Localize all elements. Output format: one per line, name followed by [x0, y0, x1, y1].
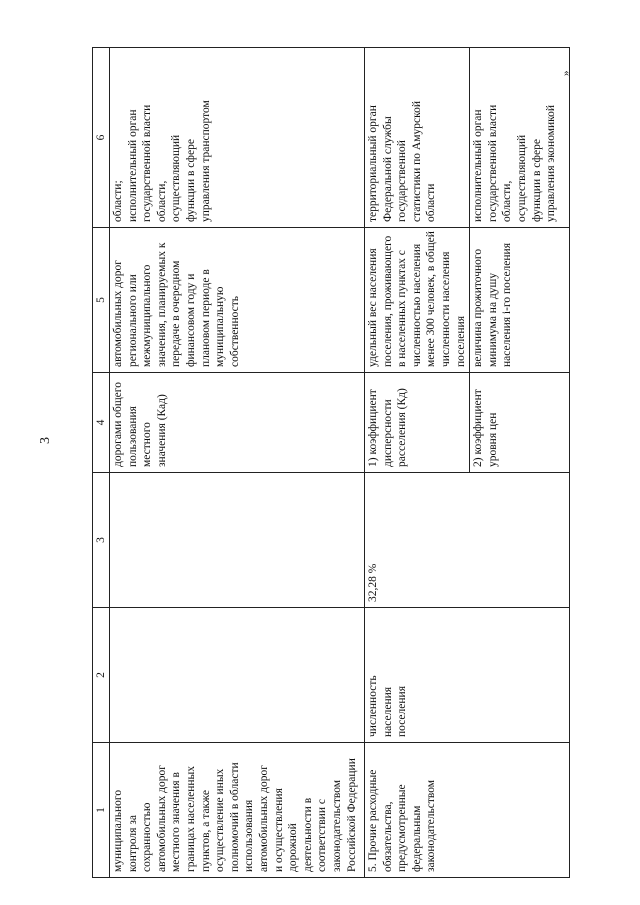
table-row — [110, 48, 365, 878]
row2-share: 32,28 % — [365, 473, 570, 608]
row3-coefficient-price-level: 2) коэффициент уровня цен — [470, 373, 570, 473]
row2-criterion: численность населения поселения — [365, 608, 570, 743]
row1-expense-obligation: муниципального контроля за сохранностью автомобильных дорог местного значения в границах населенных пунктов, а также осуществление иных полномочий в области использования автомобильных дорог и осуществления дорожной деятельности в соответствии с законодательством Российской Федерации — [110, 743, 365, 878]
header-cell: 4 — [93, 373, 110, 473]
header-cell: 6 — [93, 48, 110, 228]
row3-source-economy: исполнительный орган государственной власти области, осуществляющий функции в сфере управления экономикой — [470, 48, 570, 228]
row1-coefficient: дорогами общего пользования местного значения (Кад) — [110, 373, 365, 473]
row1-share — [110, 473, 365, 608]
row2-source-dispersion: территориальный орган Федеральной службы государственной статистики по Амурской области — [365, 48, 470, 228]
header-cell: 5 — [93, 228, 110, 373]
table-header-row — [93, 48, 110, 878]
continuation-marker: » — [560, 70, 572, 76]
allocation-table — [92, 47, 570, 878]
row1-data-source: области; исполнительный орган государственной власти области, осуществляющий функции в сфере управления транспортом — [110, 48, 365, 228]
table-row — [365, 48, 470, 878]
header-cell: 3 — [93, 473, 110, 608]
header-cell: 2 — [93, 608, 110, 743]
row2-expense-obligation: 5. Прочие расходные обязательства, предусмотренные федеральным законодательством — [365, 743, 570, 878]
row1-indicator: автомобильных дорог регионального или межмуниципального значения, планируемых к передаче в очередном финансовом году и плановом периоде в муниципальную собственность — [110, 228, 365, 373]
row3-indicator-subsistence: величина прожиточного минимума на душу населения i-го поселения — [470, 228, 570, 373]
row2-coefficient-dispersion: 1) коэффициент дисперсности расселения (Кд) — [365, 373, 470, 473]
row1-criterion — [110, 608, 365, 743]
header-cell: 1 — [93, 743, 110, 878]
page-number: 3 — [38, 437, 53, 444]
row2-indicator-dispersion: удельный вес населения поселения, проживающего в населенных пунктах с численностью населения менее 300 человек, в общей численности населения поселения — [365, 228, 470, 373]
rotated-table-wrapper — [92, 48, 558, 878]
